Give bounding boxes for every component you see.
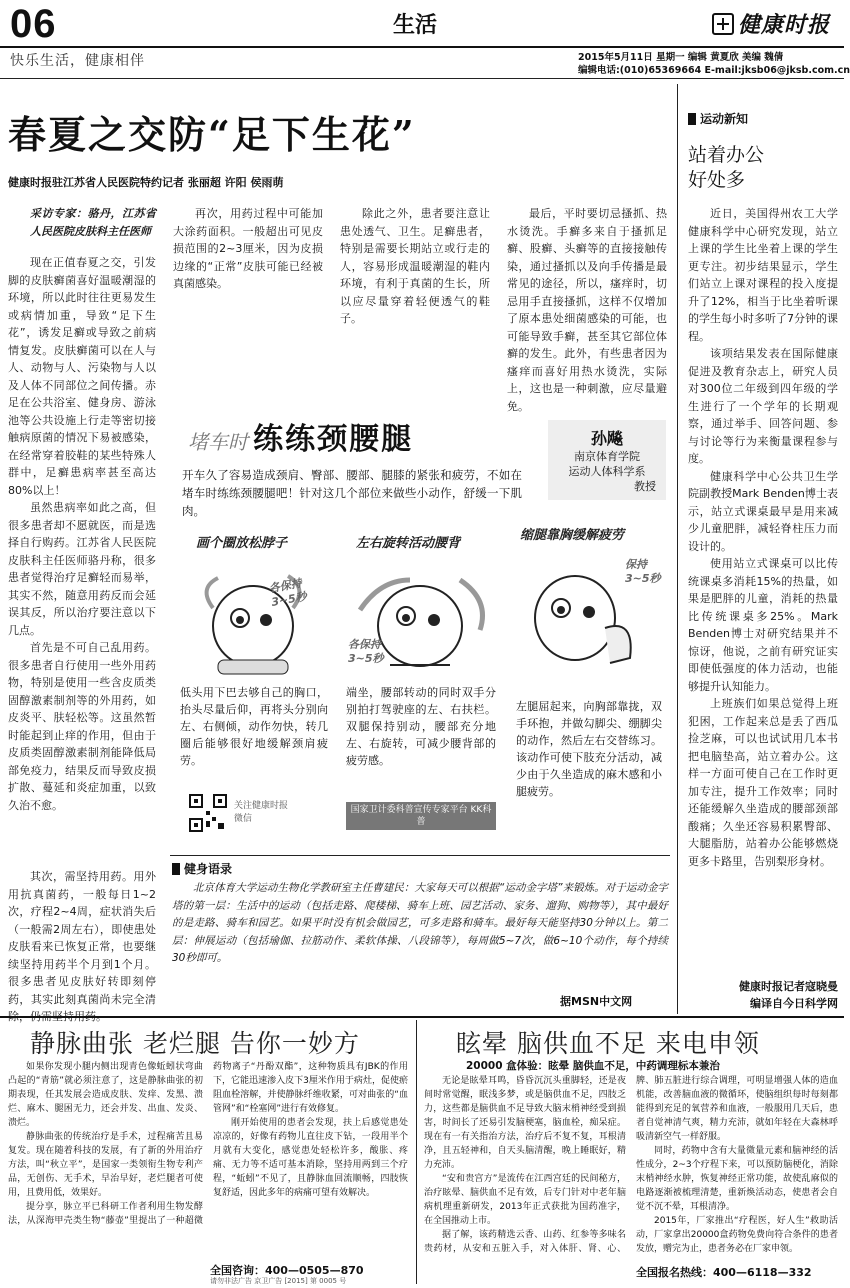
ad-left-paragraph: 静脉曲张的传统治疗是手术，过程痛苦且易复发。现在随着科技的发展，有了新的外用治疗方法，叫“秋立平”，是国家一类领衔生物专利产品，无创伤、无手术，早治早好，老烂腿者可使用，且费用低，效果好。	[8, 1132, 203, 1198]
article-paragraph: 现在正值春夏之交，引发脚的皮肤癣菌喜好温暖潮湿的环境，所以此时往往更易发生或病情加重，导致“足下生花”，诱发足癣或导致之前病情复发。皮肤癣菌可以在人与人、动物与人、污染物与人以及人体不同部位之间传播。赤足在公共浴室、健身房、游泳池等公共设施上行走等密切接触病原菌的情况下易被感染，在经常穿着胶鞋的某些特殊人群中，足癣患病率甚至高达80%以上！	[8, 256, 156, 497]
main-byline: 健康时报驻江苏省人民医院特约记者 张丽超 许阳 侯雨萌	[8, 176, 284, 189]
sidebar-section-label: 运动新知	[700, 112, 749, 126]
exercise-3-hold: 保持3~5秒	[625, 558, 661, 585]
main-article-col-3	[340, 205, 490, 390]
ad-left-phone: 全国咨询：400—0505—870	[210, 1264, 364, 1277]
ad-divider	[416, 1020, 417, 1284]
ad-right-paragraph: 无论是眩晕耳鸣，昏昏沉沉头重脚轻，还是夜间时常觉醒，眠浅多梦，或是脑供血不足，四肢乏力，这些都是脑供血不足导致大脑末梢神经受到损害，时间长了还易引发脑梗塞，脑血栓，痴呆症。现在有一有关指治方法，治疗后不复不复，耳根清净，且五轻神和，自天头脑清醒，晚上睡眠好，精力充沛。	[424, 1076, 626, 1170]
exercise-3-text: 左腿屈起来，向胸部靠拢，双手环抱，并做勾脚尖、绷脚尖的动作，然后左右交替练习。该动作可使下肢充分活动，减少由于久坐造成的麻木感和小腿疲劳。	[516, 700, 662, 798]
author-title: 教授	[634, 480, 656, 493]
sidebar-paragraph: 健康科学中心公共卫生学院副教授Mark Benden博士表示，站立式课桌最早是用来减少儿童肥胖，减轻脊柱压力而设计的。	[688, 469, 838, 553]
ad-right-paragraph: 据了解，该药精选云香、山药、红参等多味名贵药材，从安和五脏入手，对入体肝、肾、心、脾、肺五脏进行综合调理，可明显增强人体的造血机能，改善脑血液的微循环，使脑组织每时每刻都能得到充足的氧营养和血液，一般服用几天后，患者自觉神清气爽，精力充沛，就如年轻在大森林呼吸清新空气一样舒服。	[424, 1076, 838, 1254]
header-rule	[0, 46, 844, 48]
sidebar-credit-line-2: 编译自今日科学网	[750, 997, 838, 1010]
main-article-col-2	[173, 205, 323, 390]
sidebar-paragraph: 上班族们如果总觉得上班犯困，工作起来总是丢了西瓜捡芝麻，可以也试试用几本书把电脑垫高，站立着办公。这样一方面可使自己在工作时更加专注，提升工作效率；同时还能缓解久坐造成的腰部颈部酸痛；久坐还容易积累臀部、大腿脂肪，站着办公能够燃烧更多卡路里，告别梨形身材。	[688, 697, 838, 868]
quote-text: 北京体育大学运动生物化学教研室主任曹建民：大家每天可以根据“运动金字塔”来锻炼。对于运动金字塔的第一层：生活中的运动（包括走路、爬楼梯、骑车上班、园艺活动、家务、遛狗、购物等），其中最好的是走路、骑车和园艺。如果平时没有机会做园艺，可多走路和骑车。最好每天能坚持30分钟以上。第二层：伸展运动（包括瑜伽、拉筋动作、柔软体操、八段锦等），每周做5~7次，做6~10个动作，每个持续30秒即可。	[172, 882, 668, 964]
exercise-3-title: 缩腿靠胸缓解疲劳	[520, 528, 625, 543]
ad-right-text	[424, 1074, 838, 1256]
sidebar-body	[688, 205, 838, 975]
masthead-logo-icon	[712, 13, 734, 35]
author-dept: 运动人体科学系	[568, 465, 646, 478]
quote-source: 据MSN中文网	[560, 995, 633, 1008]
article-paragraph: 再次，用药过程中可能加大涂药面积。一般超出可见皮损范围的2~3厘米，因为皮损边缘的“正常”皮肤可能已经被真菌感染。	[173, 207, 323, 290]
article-paragraph: 虽然患病率如此之高，但很多患者却不愿就医，而是选择自行购药。江苏省人民医院皮肤科主任医师骆丹称，很多患者觉得治疗足癣轻而易举，其实不然，随意用药反而会延误其反，所以治疗要注意以下几点。	[8, 501, 156, 637]
exercise-1-title: 画个圈放松脖子	[196, 536, 288, 551]
main-article-col-4	[507, 205, 667, 413]
ad-rule	[0, 1016, 844, 1018]
masthead	[712, 8, 830, 39]
exercise-title-main: 练练颈腰腿	[253, 422, 414, 457]
ad-right-paragraph: “安和贵宫方”是流传在江西宫廷的民间秘方，治疗眩晕、脑供血不足有效，后专门针对中老年脑病机理重新研发，2013年正式获批为国药准字，在全国推动上市。	[424, 1174, 626, 1226]
ad-left-fine-print: 请勿非法广告 京卫广告 [2015] 第 0005 号	[210, 1277, 347, 1285]
ad-left-body	[8, 1060, 408, 1260]
exercise-1-illustration	[178, 548, 328, 678]
contact-line: 编辑电话:(010)65369664 E-mail:jksb06@jksb.com.cn	[578, 65, 850, 76]
sidebar-paragraph: 该项结果发表在国际健康促进及教育杂志上，研究人员对300位二年级到四年级的学生进行了一个学年的长期观察，通过举手、回答问题、参与讨论等行为来衡量课程参与度。	[688, 347, 838, 465]
ad-right-body	[424, 1074, 838, 1260]
exercise-1-hold: 各保持3~5秒	[267, 576, 308, 609]
ad-left-paragraph: 刚开始使用的患者会发现，扶上后感觉患处凉凉的，好像有药物儿直往皮下钻，一段用半个月就有大变化，感觉患处轻松许多，酸胀、疼痛、无力等不适可基本消除，坚持用两到三个疗程，“蚯蚓”不见了，且静脉血回流顺畅，四肢恢复舒适，因此多年的病痛可望有效解决。	[213, 1118, 408, 1198]
ad-left-paragraph: 提分享，脉立平已科研工作者利用生物发酵法，从深海甲壳类生物“藤壶”里提出了一种超微药物离子“丹酚双酯”，这种物质具有JBK的作用下，它能迅速渗入皮下3厘米作用于病灶，促使瘀阻血栓溶解，并使静脉纤维收紧，可对曲张的“血管网”和“栓塞网”进行有效修复。	[8, 1062, 408, 1226]
main-article-col-1b	[8, 868, 156, 1023]
sidebar-paragraph: 近日，美国得州农工大学健康科学中心研究发现，站立上课的学生比坐着上课的学生更专注。初步结果显示，学生们站立上课对课程的投入度提升了12%，相当于比坐着听课的学生每小时多听了7分钟的课程。	[688, 207, 838, 343]
ad-right-paragraph: 2015年，厂家推出“疗程医，好人生”救助活动，厂家拿出20000盒药物免费向符合条件的患者发放，赠完为止，患者务必在厂家申领。	[636, 1216, 838, 1254]
section-marker-icon	[172, 863, 180, 875]
author-name: 孙飚	[590, 429, 623, 448]
author-box	[548, 420, 666, 500]
exercise-panel	[170, 398, 670, 838]
section-marker-icon	[688, 113, 696, 125]
exercise-2-hold: 各保持3~5秒	[348, 638, 384, 665]
ad-right-subtitle: 20000 盒体验：眩晕 脑供血不足，中药调理标本兼治	[466, 1060, 720, 1072]
sidebar-divider	[677, 84, 678, 1014]
exercise-1-text: 低头用下巴去够自己的胸口，抬头尽量后仰，再将头分别向左、右侧倾，动作勿快，转几圈后能够很好地缓解颈肩疲劳。	[180, 686, 328, 767]
article-paragraph: 最后，平时要切忌搔抓、热水烫洗。手癣多来自于搔抓足癣、股癣、头癣等的直接接触传染，通过搔抓以及向手传播是最常见的途径，所以，瘙痒时，切忌用手直接搔抓，这样不仅增加了原本患处细菌感染的可能，也可能导致手癣，甚至其它部位体癣的发生。此外，有些患者因为瘙痒而喜好用热水烫洗，实际上，这也是一种刺激，应尽量避免。	[507, 207, 667, 413]
motion-arrow-icon	[207, 578, 218, 608]
date-line: 2015年5月11日 星期一 编辑 黄夏欣 美编 魏倩	[578, 52, 784, 63]
quote-rule	[170, 855, 670, 856]
quote-section	[172, 860, 232, 877]
ad-right-title: 眩晕 脑供血不足 来电申领	[456, 1029, 760, 1058]
exercise-2-title: 左右旋转活动腰背	[356, 536, 461, 551]
ad-right-paragraph: 同时，药物中含有大量微量元素和脑神经的活性成分，2~3个疗程下来，可以预防脑梗化，消除末梢神经水肿，恢复神经正常功能，故使乱麻似的电路逐渐被梳理清楚，重新焕活动态，使患者会自觉不沉不晕，耳根清净。	[636, 1146, 838, 1212]
exercise-2-text: 端坐，腰部转动的同时双手分别拍打驾驶座的左、右扶栏。双腿保持别动，腰部充分地左、右旋转，可减少腰背部的疲劳感。	[346, 686, 496, 767]
section-title: 生活	[393, 13, 438, 38]
qr-code-icon	[188, 793, 228, 833]
kk-badge: 国家卫计委科普宣传专家平台 KK科普	[346, 802, 496, 830]
quote-section-label: 健身语录	[184, 862, 233, 876]
main-article-col-1	[8, 205, 156, 865]
qr-caption: 关注健康时报微信	[234, 801, 289, 824]
sidebar-credit	[688, 978, 838, 1012]
leg-shape	[605, 626, 631, 663]
exercise-title	[188, 414, 413, 458]
slogan: 快乐生活，健康相伴	[10, 53, 145, 69]
author-org: 南京体育学院	[574, 450, 640, 463]
sidebar-title	[688, 143, 764, 193]
masthead-name: 健康时报	[738, 12, 831, 38]
header-rule-2	[0, 78, 844, 79]
main-headline: 春夏之交防“足下生花”	[8, 112, 416, 157]
sidebar-paragraph: 使用站立式课桌可以比传统课桌多消耗15%的热量，如果是肥胖的儿童，消耗的热量比传统课桌多25%。Mark Benden博士对研究结果并不惊讶，他说，之前有研究证实即使低强度的体力活动，也能够提升认知能力。	[688, 557, 838, 693]
ad-right-phone: 全国报名热线：400—6118—332	[636, 1266, 812, 1279]
article-paragraph: 除此之外，患者要注意让患处透气、卫生。足癣患者，特别是需要长期站立或行走的人，容易形成温暖潮湿的鞋内环境，有利于真菌的生长，所以应尽量穿着轻便透气的鞋子。	[340, 207, 490, 325]
article-paragraph: 首先是不可自己乱用药。很多患者自行使用一些外用药物，特别是使用一些含皮质类固醇激素制剂等的外用药，如皮炎平、肤轻松等。这虽然暂时能起到止痒的作用，但由于皮质类固醇激素制剂能降低局部免疫力，结果反而导致皮损扩散、蔓延和炎症加重，以致久治不愈。	[8, 641, 156, 812]
exercise-title-prefix: 堵车时	[188, 430, 248, 454]
sidebar-section	[688, 110, 748, 127]
expert-note: 采访专家：骆丹，江苏省人民医院皮肤科主任医师	[30, 207, 156, 238]
sidebar-credit-line-1: 健康时报记者寇晓曼	[739, 980, 838, 993]
ad-left-title: 静脉曲张 老烂腿 告你一妙方	[30, 1029, 360, 1058]
exercise-intro: 开车久了容易造成颈肩、臀部、腰部、腿膝的紧张和疲劳，不如在堵车时练练颈腰腿吧！针对这几个部位来做些小动作，舒缓一下肌肉。	[182, 468, 522, 518]
ad-left-paragraph: 如果你发现小腿内侧出现青色像蚯蚓状弯曲凸起的“青筋”就必须注意了，这是静脉曲张的初期表现，任其发展会造成皮肤、发痒、发黑、溃烂、麻木、腿困无力，还会并发、出血、发炎、溃烂。	[8, 1062, 203, 1128]
sidebar-title-line-2: 好处多	[688, 169, 746, 191]
ad-left-text	[8, 1060, 408, 1228]
sidebar-title-line-1: 站着办公	[688, 144, 765, 166]
article-paragraph: 其次，需坚持用药。用外用抗真菌药，一般每日1~2次，疗程2~4周，症状消失后（一般需2周左右），即使患处皮肤看来已恢复正常，也要继续坚持用药半个月到1个月。很多患者见皮肤好转即刻停药，其实此刻真菌尚未完全清除，仍需坚持用药。	[8, 870, 156, 1023]
page-number: 06	[10, 2, 57, 46]
